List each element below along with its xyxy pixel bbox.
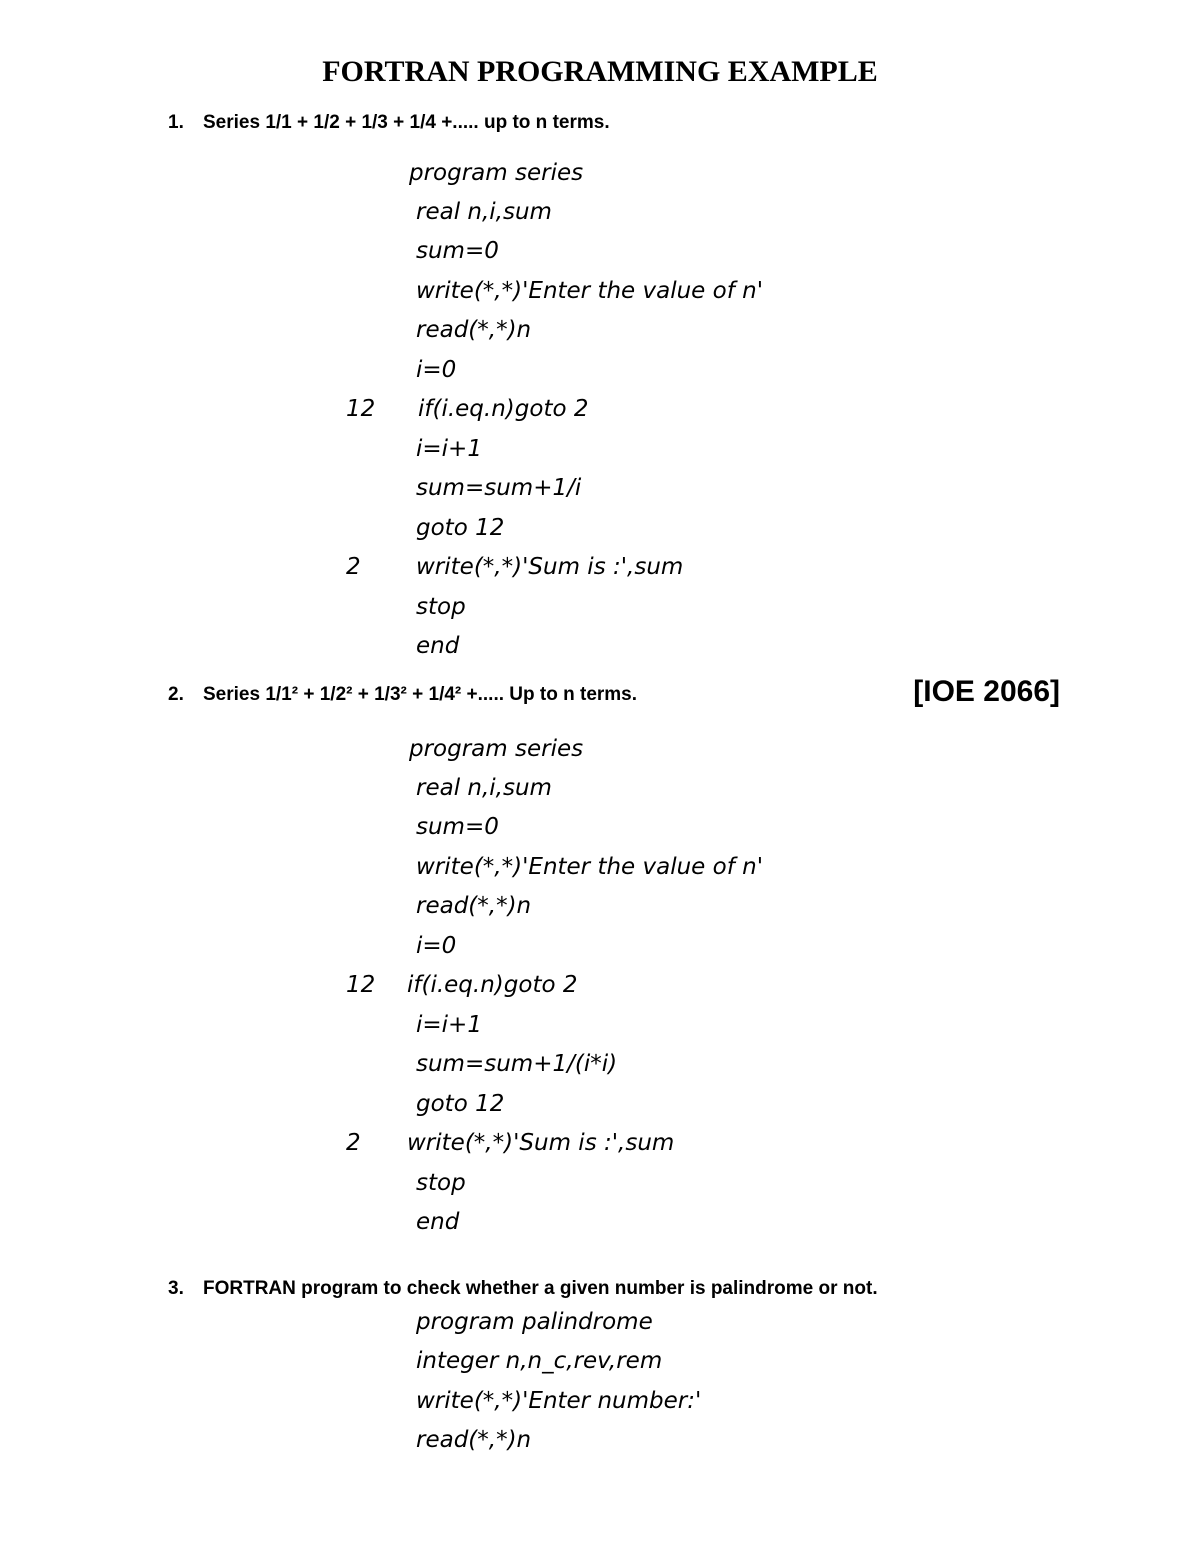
code-line: end xyxy=(416,633,460,659)
code-line: integer n,n_c,rev,rem xyxy=(416,1348,663,1374)
code-line: write(*,*)'Sum is :',sum xyxy=(407,1130,675,1156)
section-1-heading xyxy=(168,110,610,136)
code-line: end xyxy=(416,1209,460,1235)
code-line: program series xyxy=(409,736,584,762)
section-number: 1. xyxy=(168,112,184,133)
code-line: write(*,*)'Enter number:' xyxy=(416,1388,702,1414)
code-line: read(*,*)n xyxy=(416,893,532,919)
code-line: read(*,*)n xyxy=(416,317,532,343)
code-line: sum=sum+1/(i*i) xyxy=(416,1051,618,1077)
statement-label: 12 xyxy=(346,972,376,998)
code-line: write(*,*)'Sum is :',sum xyxy=(416,554,684,580)
code-line: real n,i,sum xyxy=(416,775,552,801)
statement-label: 2 xyxy=(346,1130,361,1156)
code-line: sum=0 xyxy=(416,238,499,264)
section-title: Series 1/1 + 1/2 + 1/3 + 1/4 +..... up to n terms. xyxy=(203,112,610,133)
section-title: Series 1/1² + 1/2² + 1/3² + 1/4² +..... Up to n terms. xyxy=(203,684,638,705)
code-line: if(i.eq.n)goto 2 xyxy=(418,396,589,422)
code-line: i=i+1 xyxy=(416,436,482,462)
code-line: read(*,*)n xyxy=(416,1427,532,1453)
statement-label: 12 xyxy=(346,396,376,422)
code-line: stop xyxy=(416,594,466,620)
section-number: 2. xyxy=(168,684,184,705)
code-line: sum=0 xyxy=(416,814,499,840)
page-title: FORTRAN PROGRAMMING EXAMPLE xyxy=(322,55,878,88)
section-2-heading xyxy=(168,682,637,708)
code-line: i=i+1 xyxy=(416,1012,482,1038)
code-line: real n,i,sum xyxy=(416,199,552,225)
code-line: goto 12 xyxy=(416,1091,505,1117)
code-line: sum=sum+1/i xyxy=(416,475,582,501)
section-title: FORTRAN program to check whether a given number is palindrome or not. xyxy=(203,1278,878,1299)
code-line: i=0 xyxy=(416,933,457,959)
code-line: write(*,*)'Enter the value of n' xyxy=(416,278,764,304)
code-line: goto 12 xyxy=(416,515,505,541)
section-3-heading xyxy=(168,1276,878,1302)
code-line: stop xyxy=(416,1170,466,1196)
code-line: if(i.eq.n)goto 2 xyxy=(407,972,578,998)
code-line: i=0 xyxy=(416,357,457,383)
code-line: program series xyxy=(409,160,584,186)
statement-label: 2 xyxy=(346,554,361,580)
code-line: write(*,*)'Enter the value of n' xyxy=(416,854,764,880)
section-number: 3. xyxy=(168,1278,184,1299)
exam-reference-tag: [IOE 2066] xyxy=(913,675,1060,708)
code-line: program palindrome xyxy=(416,1309,653,1335)
